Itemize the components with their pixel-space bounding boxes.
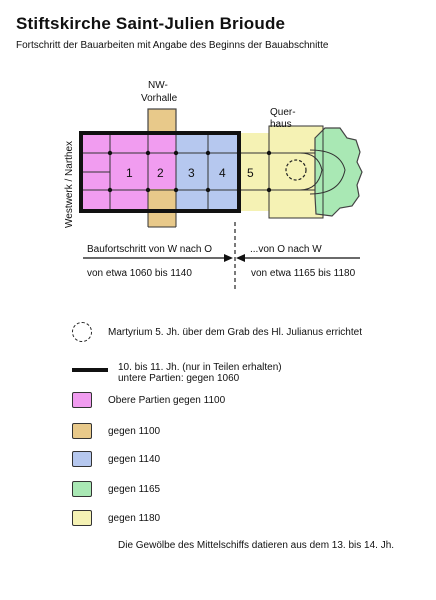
label-querhaus: haus — [270, 119, 292, 130]
bay-number: 4 — [219, 166, 226, 180]
legend-label: Obere Partien gegen 1100 — [108, 394, 226, 406]
legend-item-yellow — [72, 510, 160, 526]
section-tan-south — [148, 189, 176, 227]
legend-label: 10. bis 11. Jh. (nur in Teilen erhalten) — [118, 362, 282, 373]
legend-item-martyrium — [72, 322, 362, 342]
color-swatch — [72, 510, 92, 526]
legend-label: gegen 1165 — [108, 483, 161, 495]
footer-note: Die Gewölbe des Mittelschiffs datieren aus dem 13. bis 14. Jh. — [118, 540, 395, 551]
nw-vorhalle-shape — [148, 109, 176, 133]
arrow-right-head — [236, 254, 245, 262]
legend-label: gegen 1100 — [108, 425, 161, 437]
arrow-left-head — [224, 254, 233, 262]
legend-item-pink — [72, 392, 225, 408]
label-querhaus: Quer- — [270, 107, 296, 118]
legend-label: gegen 1180 — [108, 512, 161, 524]
page-title: Stiftskirche Saint-Julien Brioude — [16, 14, 286, 33]
dashed-circle-icon — [72, 322, 92, 342]
legend-label: Martyrium 5. Jh. über dem Grab des Hl. Julianus errichtet — [108, 326, 362, 338]
legend-label: gegen 1140 — [108, 453, 161, 465]
color-swatch — [72, 451, 92, 467]
label-nw-vorhalle: Vorhalle — [141, 93, 178, 104]
color-swatch — [72, 481, 92, 497]
page-subtitle: Fortschritt der Bauarbeiten mit Angabe des Beginns der Bauabschnitte — [16, 40, 329, 51]
legend-item-early-walls — [72, 362, 282, 384]
label-nw-vorhalle: NW- — [148, 80, 168, 91]
arrow-left-label: Baufortschritt von W nach O — [87, 244, 213, 255]
bay-number: 3 — [188, 166, 195, 180]
legend-item-green — [72, 481, 160, 497]
thick-line-icon — [72, 368, 108, 372]
color-swatch — [72, 423, 92, 439]
legend-item-blue — [72, 451, 160, 467]
legend-label: untere Partien: gegen 1060 — [118, 373, 240, 384]
bay-number: 5 — [247, 166, 254, 180]
label-westwerk: Westwerk / Narthex — [64, 140, 75, 228]
section-yellow — [239, 133, 269, 211]
bay-number: 1 — [126, 166, 133, 180]
legend-item-tan — [72, 423, 160, 439]
bay-number: 2 — [157, 166, 164, 180]
range-right-label: von etwa 1165 bis 1180 — [251, 268, 356, 279]
color-swatch — [72, 392, 92, 408]
arrow-right-label: ...von O nach W — [250, 244, 322, 255]
range-left-label: von etwa 1060 bis 1140 — [87, 268, 192, 279]
